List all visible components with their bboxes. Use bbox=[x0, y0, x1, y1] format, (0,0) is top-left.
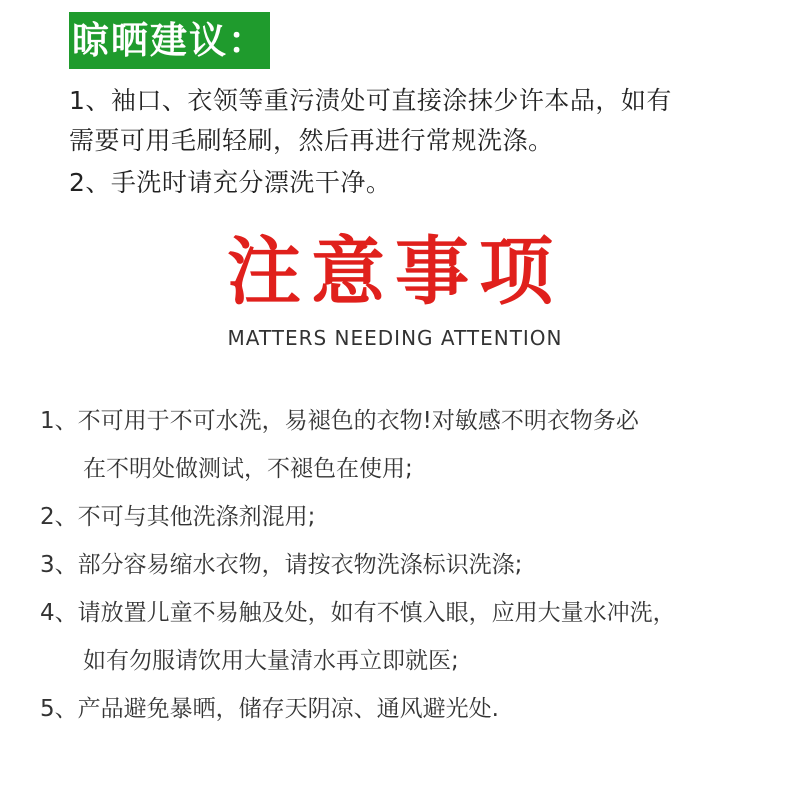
notice-item-2: 2、不可与其他洗涤剂混用; bbox=[40, 504, 316, 530]
notice-item-4-continued: 如有勿服请饮用大量清水再立即就医; bbox=[83, 648, 459, 674]
drying-advice-item-1: 1、袖口、衣领等重污渍处可直接涂抹少许本品，如有 bbox=[69, 86, 672, 115]
notice-item-5: 5、产品避免暴晒，储存天阴凉、通风避光处. bbox=[40, 696, 499, 722]
notice-item-1: 1、不可用于不可水洗，易褪色的衣物!对敏感不明衣物务必 bbox=[40, 408, 639, 434]
drying-advice-heading: 晾晒建议： bbox=[69, 12, 270, 69]
drying-advice-item-2: 2、手洗时请充分漂洗干净。 bbox=[69, 168, 392, 197]
attention-title: 注意事项 bbox=[227, 229, 563, 315]
attention-subtitle: MATTERS NEEDING ATTENTION bbox=[227, 326, 563, 350]
notice-item-3: 3、部分容易缩水衣物，请按衣物洗涤标识洗涤; bbox=[40, 552, 523, 578]
drying-advice-item-1-continued: 需要可用毛刷轻刷，然后再进行常规洗涤。 bbox=[69, 126, 554, 155]
notice-item-1-continued: 在不明处做测试，不褪色在使用; bbox=[83, 456, 413, 482]
notice-item-4: 4、请放置儿童不易触及处，如有不慎入眼，应用大量水冲洗， bbox=[40, 600, 676, 626]
